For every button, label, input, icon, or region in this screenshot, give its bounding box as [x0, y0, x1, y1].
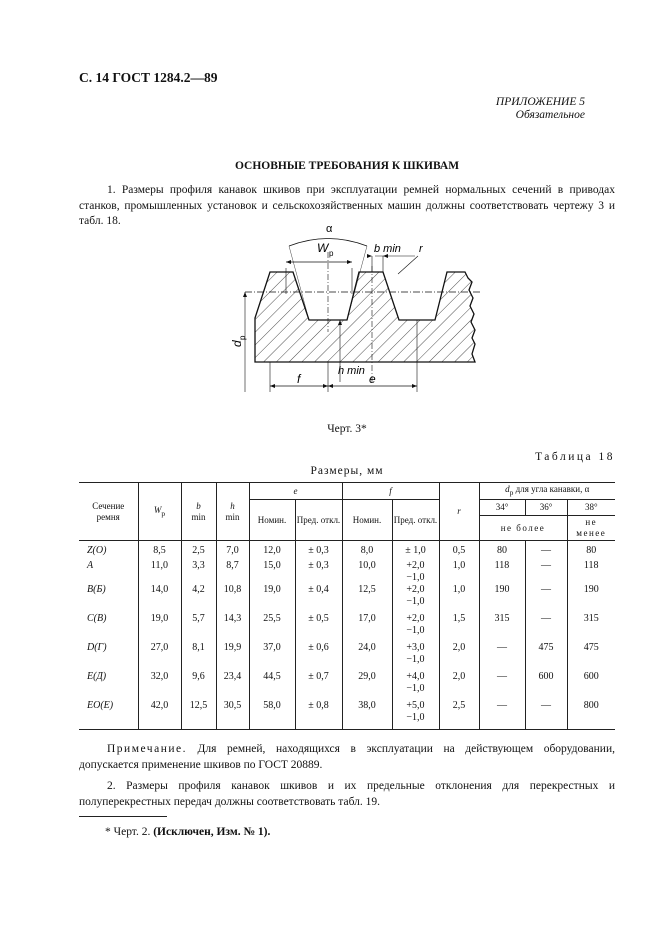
cell-section: C(B)	[79, 613, 138, 642]
col-b-header: b min	[181, 483, 216, 541]
cell-f-nom: 38,0	[342, 700, 392, 730]
cell-h: 7,0	[216, 541, 249, 561]
col-f-header: f	[342, 483, 439, 500]
angle-38-header: 38°	[567, 500, 615, 516]
cell-section: E(Д)	[79, 671, 138, 700]
section-title: ОСНОВНЫЕ ТРЕБОВАНИЯ К ШКИВАМ	[234, 160, 460, 172]
cell-e-nom: 12,0	[249, 541, 295, 561]
cell-f-nom: 10,0	[342, 560, 392, 584]
table-row	[79, 541, 615, 561]
page-header: С. 14 ГОСТ 1284.2—89	[79, 70, 218, 85]
footnote-divider	[79, 816, 167, 817]
cell-f-nom: 29,0	[342, 671, 392, 700]
cell-f-nom: 12,5	[342, 584, 392, 613]
e-label: e	[369, 372, 376, 386]
cell-f-nom: 17,0	[342, 613, 392, 642]
cell-wp: 14,0	[138, 584, 181, 613]
cell-r: 2,5	[439, 700, 479, 730]
f-tolerance-upper: +2,0	[406, 560, 425, 571]
cell-e-nom: 44,5	[249, 671, 295, 700]
pulley-profile-hatched	[255, 272, 475, 362]
cell-h: 14,3	[216, 613, 249, 642]
cell-r: 2,0	[439, 671, 479, 700]
wp-label: W	[317, 241, 329, 255]
cell-d38: 80	[586, 545, 597, 556]
cell-wp: 42,0	[138, 700, 181, 730]
table-label: Таблица 18	[535, 451, 615, 463]
cell-section: Z(O)	[79, 541, 138, 561]
cell-section: D(Г)	[79, 642, 138, 671]
cell-d34: —	[479, 700, 525, 730]
f-tolerance-lower: −1,0	[406, 596, 425, 607]
cell-d38: 600	[583, 671, 599, 682]
cell-e-nom: 37,0	[249, 642, 295, 671]
cell-e-tol: ± 0,3	[295, 560, 342, 584]
hmin-label: h min	[338, 365, 365, 377]
cell-d34: 315	[479, 613, 525, 642]
cell-d34: 190	[479, 584, 525, 613]
cell-e-nom: 58,0	[249, 700, 295, 730]
bmin-label: b min	[374, 243, 401, 255]
f-tolerance-lower: −1,0	[406, 625, 425, 636]
f-tolerance-lower: −1,0	[406, 712, 425, 723]
cell-e-tol: ± 0,5	[295, 613, 342, 642]
col-wp-header: $W_p$	[138, 483, 181, 541]
angle-34-header: 34°	[479, 500, 525, 516]
cell-e-tol: ± 0,4	[295, 584, 342, 613]
cell-b: 9,6	[181, 671, 216, 700]
cell-r: 1,5	[439, 613, 479, 642]
cell-r: 0,5	[439, 541, 479, 561]
cell-h: 23,4	[216, 671, 249, 700]
cell-h: 30,5	[216, 700, 249, 730]
cell-f-tol	[392, 560, 439, 584]
col-h-header: h min	[216, 483, 249, 541]
cell-d34: 118	[479, 560, 525, 584]
cell-f-tol	[392, 584, 439, 613]
cell-d36: —	[525, 613, 567, 642]
cell-h: 10,8	[216, 584, 249, 613]
cell-wp: 11,0	[138, 560, 181, 584]
cell-h: 19,9	[216, 642, 249, 671]
alpha-label: α	[326, 223, 333, 235]
cell-section: A	[79, 560, 138, 584]
e-nominal-header: Номин.	[249, 500, 295, 541]
not-more-header: не более	[479, 516, 567, 541]
cell-e-tol: ± 0,3	[295, 541, 342, 561]
angle-36-header: 36°	[525, 500, 567, 516]
cell-b: 12,5	[181, 700, 216, 730]
cell-d38: 190	[583, 584, 599, 595]
note-lead: Примечание.	[107, 743, 187, 755]
f-tolerance-upper: ± 1,0	[405, 545, 426, 556]
cell-d36: —	[525, 560, 567, 584]
f-tolerance-upper: +3,0	[406, 642, 425, 653]
col-dp-header: $d_p$ для угла канавки, α	[479, 483, 615, 500]
appendix-subtitle: Обязательное	[515, 109, 585, 121]
cell-b: 2,5	[181, 541, 216, 561]
cell-wp: 27,0	[138, 642, 181, 671]
e-tolerance-header: Пред. откл.	[295, 500, 342, 541]
wp-sub: p	[329, 249, 334, 258]
cell-d38: 315	[583, 613, 599, 624]
cell-d38: 118	[583, 560, 599, 571]
pulley-groove-drawing	[225, 222, 485, 422]
cell-f-tol	[392, 613, 439, 642]
note-text: Для ремней, находящихся в эксплуатации на действующем оборудовании, допускается применение шкивов по ГОСТ 20889.	[79, 743, 615, 771]
cell-e-tol: ± 0,6	[295, 642, 342, 671]
cell-section: B(Б)	[79, 584, 138, 613]
table-18	[79, 482, 615, 730]
cell-d36: 600	[525, 671, 567, 700]
cell-d36: —	[525, 700, 567, 730]
cell-r: 1,0	[439, 584, 479, 613]
r-label: r	[419, 243, 423, 255]
table-subtitle: Размеры, мм	[310, 465, 384, 477]
col-section-header: Сечение ремня	[79, 483, 138, 541]
f-tolerance-lower: −1,0	[406, 654, 425, 665]
appendix-title: ПРИЛОЖЕНИЕ 5	[495, 96, 585, 108]
col-r-header: r	[439, 483, 479, 541]
cell-f-tol	[392, 700, 439, 730]
table-row	[79, 671, 615, 700]
cell-d34: —	[479, 642, 525, 671]
cell-b: 8,1	[181, 642, 216, 671]
cell-b: 4,2	[181, 584, 216, 613]
col-e-header: e	[249, 483, 342, 500]
cell-f-tol	[392, 541, 439, 561]
f-tolerance-upper: +4,0	[406, 671, 425, 682]
table-row	[79, 613, 615, 642]
f-tolerance-lower: −1,0	[406, 683, 425, 694]
cell-wp: 19,0	[138, 613, 181, 642]
f-tolerance-header: Пред. откл.	[392, 500, 439, 541]
cell-d38: 475	[583, 642, 599, 653]
cell-e-nom: 19,0	[249, 584, 295, 613]
cell-d36: 475	[525, 642, 567, 671]
f-nominal-header: Номин.	[342, 500, 392, 541]
cell-f-nom: 24,0	[342, 642, 392, 671]
cell-e-nom: 25,5	[249, 613, 295, 642]
table-body	[79, 541, 615, 730]
cell-d36: —	[525, 541, 567, 561]
figure-caption: Черт. 3*	[327, 423, 367, 435]
r-leader	[398, 256, 418, 274]
f-tolerance-upper: +2,0	[406, 613, 425, 624]
cell-e-tol: ± 0,8	[295, 700, 342, 730]
cell-r: 2,0	[439, 642, 479, 671]
cell-r: 1,0	[439, 560, 479, 584]
paragraph-1: 1. Размеры профиля канавок шкивов при эксплуатации ремней нормальных сечений в приводах станков, промышленных установок и сельскохозяйственных машин должны соответствовать чертежу 3 и табл. 18.	[79, 184, 615, 227]
cell-section: EO(E)	[79, 700, 138, 730]
f-label: f	[297, 372, 301, 386]
footnote: * Черт. 2. (Исключен, Изм. № 1).	[105, 826, 271, 838]
f-tolerance-upper: +2,0	[406, 584, 425, 595]
table-row	[79, 642, 615, 671]
paragraph-2: 2. Размеры профиля канавок шкивов и их предельные отклонения для перекрестных и полуперекрестных передач должны соответствовать табл. 19.	[79, 780, 615, 808]
dp-label: d	[230, 340, 244, 347]
cell-f-tol	[392, 671, 439, 700]
cell-f-tol	[392, 642, 439, 671]
dp-sub: p	[238, 335, 247, 340]
table-note	[79, 742, 615, 773]
f-tolerance-lower: −1,0	[406, 572, 425, 583]
cell-h: 8,7	[216, 560, 249, 584]
cell-f-nom: 8,0	[342, 541, 392, 561]
cell-e-nom: 15,0	[249, 560, 295, 584]
cell-b: 5,7	[181, 613, 216, 642]
cell-b: 3,3	[181, 560, 216, 584]
cell-e-tol: ± 0,7	[295, 671, 342, 700]
cell-d34: —	[479, 671, 525, 700]
table-row	[79, 560, 615, 584]
cell-wp: 8,5	[138, 541, 181, 561]
cell-d36: —	[525, 584, 567, 613]
table-row	[79, 584, 615, 613]
table-row	[79, 700, 615, 730]
cell-d38: 800	[567, 700, 615, 730]
f-tolerance-upper: +5,0	[406, 700, 425, 711]
not-less-header: не менее	[567, 516, 615, 541]
cell-d34: 80	[479, 541, 525, 561]
cell-wp: 32,0	[138, 671, 181, 700]
